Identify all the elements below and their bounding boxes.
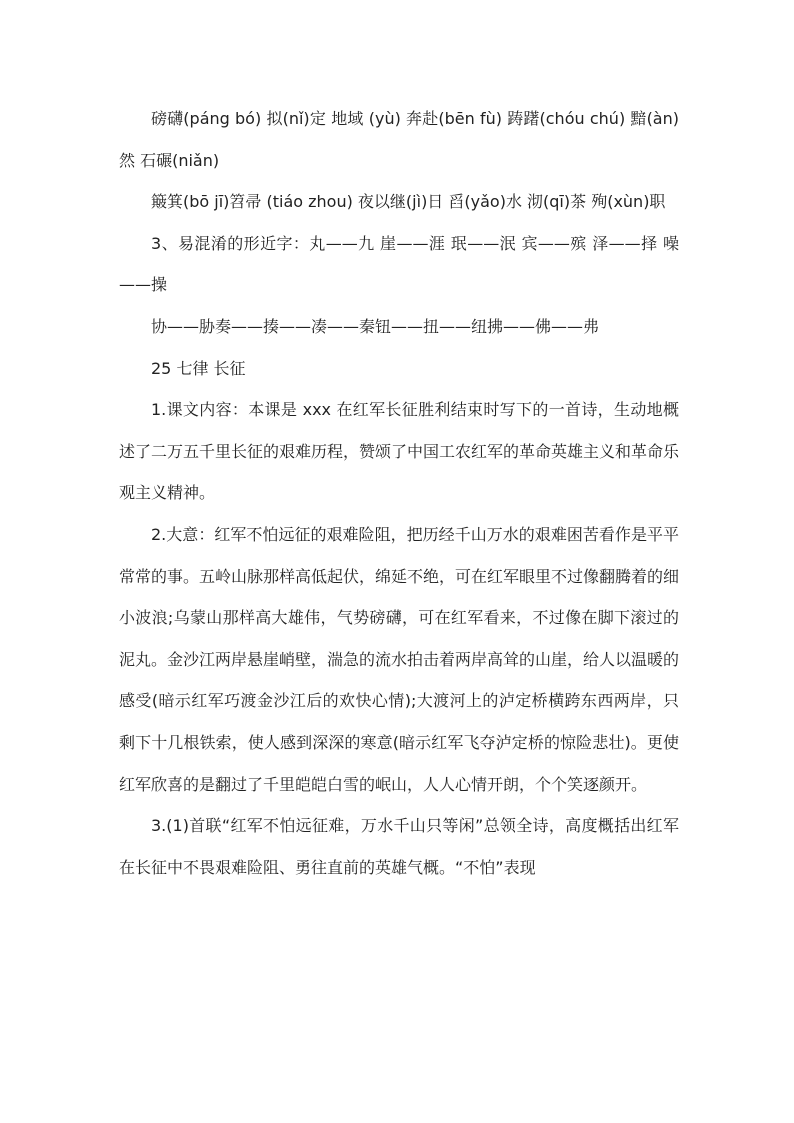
similar-characters-line-2: 协——胁奏——揍——凑——秦钮——扭——纽拂——佛——弗 [151,316,600,336]
pinyin-vocabulary-line-1: 磅礴(páng bó) 拟(nǐ)定 地域 (yù) 奔赴(bēn fù) 踌躇(chóu chú) 黯(àn)然 石碾(niǎn) [119,109,679,170]
pinyin-vocabulary-line-2: 簸箕(bō jī)笤帚 (tiáo zhou) 夜以继(jì)日 舀(yǎo)水 沏(qī)茶 殉(xùn)职 [151,192,666,212]
similar-characters-line-1: 3、易混淆的形近字：丸——九 崖——涯 珉——泯 宾——殡 泽——择 噪——操 [119,233,679,295]
lesson-heading: 25 七律 长征 [151,358,246,378]
lesson-content-paragraph: 1.课文内容：本课是 xxx 在红军长征胜利结束时写下的一首诗，生动地概述了二万五千里长征的艰难历程，赞颂了中国工农红军的革命英雄主义和革命乐观主义精神。 [119,400,680,503]
poem-meaning-paragraph: 2.大意：红军不怕远征的艰难险阻，把历经千山万水的艰难困苦看作是平平常常的事。五岭山脉那样高低起伏，绵延不绝，可在红军眼里不过像翻腾着的细小波浪;乌蒙山那样高大雄伟，气势磅礴，可在红军看来，不过像在脚下滚过的泥丸。金沙江两岸悬崖峭壁，湍急的流水拍击着两岸高耸的山崖，给人以温暖的感受(暗示红军巧渡金沙江后的欢快心情);大渡河上的泸定桥横跨东西两岸，只剩下十几根铁索，使人感到深深的寒意(暗示红军飞夺泸定桥的惊险悲壮)。更使红军欣喜的是翻过了千里皑皑白雪的岷山，人人心情开朗，个个笑逐颜开。 [119,524,680,794]
document-body [119,98,679,888]
poem-analysis-paragraph: 3.(1)首联“红军不怕远征难，万水千山只等闲”总领全诗，高度概括出红军在长征中不畏艰难险阻、勇往直前的英雄气概。“不怕”表现 [119,816,679,877]
